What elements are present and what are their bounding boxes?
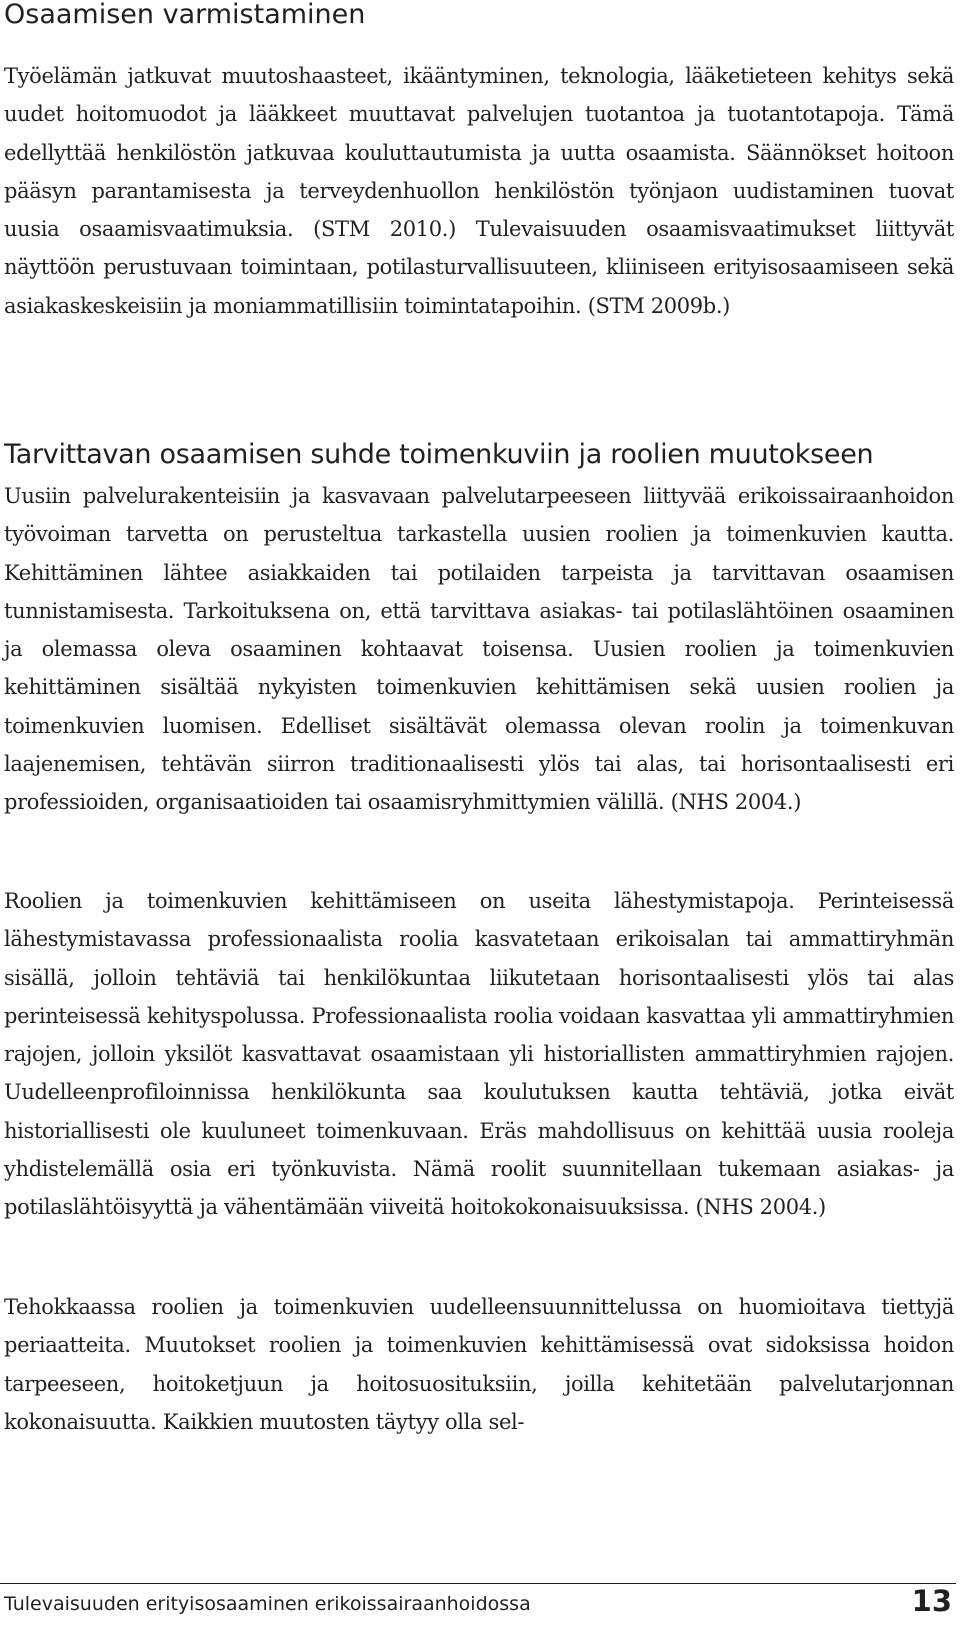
section-heading-osaamisen-varmistaminen: Osaamisen varmistaminen [4,0,366,30]
section-heading-tarvittavan-osaamisen: Tarvittavan osaamisen suhde toimenkuviin ja roolien muutokseen [4,439,874,470]
paragraph-periaatteet: Tehokkaassa roolien ja toimenkuvien uudelleensuunnittelussa on huomioitava tiettyjä periaatteita. Muutokset roolien ja toimenkuvien kehittämisessä ovat sidoksissa hoidon tarpeeseen, hoitoketjuun ja hoitosuosituksiin, joilla kehitetään palvelutarjonnan kokonaisuutta. Kaikkien muutosten täytyy olla sel- [4,1295,954,1434]
paragraph-lahestymistavat: Roolien ja toimenkuvien kehittämiseen on useita lähestymistapoja. Perinteisessä lähestymistavassa professionaalista roolia kasvatetaan erikoisalan tai ammattiryhmän sisällä, jolloin tehtäviä tai henkilökuntaa liikutetaan horisontaalisesti ylös tai alas perinteisessä kehityspolussa. Professionaalista roolia voidaan kasvattaa yli ammattiryhmien rajojen, jolloin yksilöt kasvattavat osaamistaan yli historiallisten ammattiryhmien rajojen. Uudelleenprofiloinnissa henkilökunta saa koulutuksen kautta tehtäviä, jotka eivät historiallisesti ole kuuluneet toimenkuvaan. Eräs mahdollisuus on kehittää uusia rooleja yhdistelemällä osia eri työnkuvista. Nämä roolit suunnitellaan tukemaan asiakas- ja potilaslähtöisyyttä ja vähentämään viiveitä hoitokokonaisuuksissa. (NHS 2004.) [4,889,954,1220]
footer-publication-title: Tulevaisuuden erityisosaaminen erikoissairaanhoidossa [4,1593,531,1615]
paragraph-roolien-tarkastelu: Uusiin palvelurakenteisiin ja kasvavaan palvelutarpeeseen liittyvää erikoissairaanhoidon työvoiman tarvetta on perusteltua tarkastella uusien roolien ja toimenkuvien kautta. Kehittäminen lähtee asiakkaiden tai potilaiden tarpeista ja tarvittavan osaamisen tunnistamisesta. Tarkoituksena on, että tarvittava asiakas- tai potilaslähtöinen osaaminen ja olemassa oleva osaaminen kohtaavat toisensa. Uusien roolien ja toimenkuvien kehittäminen sisältää nykyisten toimenkuvien kehittämisen sekä uusien roolien ja toimenkuvien luomisen. Edelliset sisältävät olemassa olevan roolin ja toimenkuvan laajenemisen, tehtävän siirron traditionaalisesti ylös tai alas, tai horisontaalisesti eri professioiden, organisaatioiden tai osaamisryhmittymien välillä. (NHS 2004.) [4,484,954,815]
page-footer [0,1583,956,1622]
paragraph-osaamisen-varmistaminen: Työelämän jatkuvat muutoshaasteet, ikääntyminen, teknologia, lääketieteen kehitys sekä uudet hoitomuodot ja lääkkeet muuttavat palvelujen tuotantoa ja tuotantotapoja. Tämä edellyttää henkilöstön jatkuvaa kouluttautumista ja uutta osaamista. Säännökset hoitoon pääsyn parantamisesta ja terveydenhuollon henkilöstön työnjaon uudistaminen tuovat uusia osaamisvaatimuksia. (STM 2010.) Tulevaisuuden osaamisvaatimukset liittyvät näyttöön perustuvaan toimintaan, potilasturvallisuuteen, kliiniseen erityisosaamiseen sekä asiakaskeskeisiin ja moniammatillisiin toimintatapoihin. (STM 2009b.) [4,64,954,318]
page-number: 13 [911,1584,952,1618]
